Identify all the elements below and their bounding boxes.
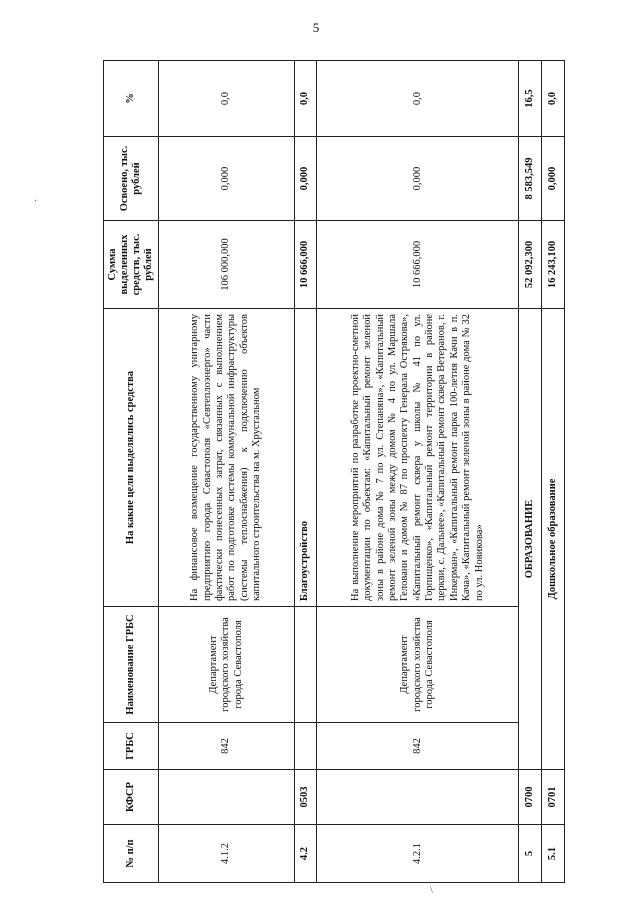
header-grbs-name: Наименование ГРБС [104, 607, 159, 723]
row-grbs-name [294, 607, 317, 723]
row-kfsr: 0503 [294, 770, 317, 825]
header-num: № п/п [104, 825, 159, 883]
row-spent: 0,000 [317, 137, 519, 221]
row-percent: 0,0 [542, 61, 565, 137]
row-percent: 0,0 [294, 61, 317, 137]
row-num: 5 [519, 825, 542, 883]
budget-table [103, 60, 565, 883]
row-grbs [294, 723, 317, 770]
row-num: 5.1 [542, 825, 565, 883]
header-grbs: ГРБС [104, 723, 159, 770]
row-kfsr [159, 770, 294, 825]
page-number: 5 [312, 20, 320, 35]
row-kfsr: 0700 [519, 770, 542, 825]
row-percent: 0,0 [317, 61, 519, 137]
row-purpose: ОБРАЗОВАНИЕ [519, 309, 542, 770]
budget-table-rotated [103, 61, 565, 883]
table-row [542, 61, 565, 883]
table-row [317, 61, 519, 883]
row-grbs: 842 [159, 723, 294, 770]
row-purpose: Благоустройство [294, 309, 317, 607]
header-row [104, 61, 159, 883]
row-allocated: 16 243,100 [542, 221, 565, 309]
row-kfsr: 0701 [542, 770, 565, 825]
scan-speck: · [34, 196, 38, 207]
row-percent: 0,0 [159, 61, 294, 137]
row-purpose: На выполнение мероприятий по разработке проектно-сметной документации по объектам: «Капитальный ремонт зеленой зоны в районе дома № 7 по ул. Степаняна», «Капитальный ремонт зеленой зоны между домом № 4 по ул. Маршала Геловани и домом № 87 по проспекту Генерала Острякова», «Капитальный ремонт сквера у школы № 41 по ул. Горпищенко», «Капитальный ремонт территории в районе церкви, с. Дальнее», «Капитальный ремонт сквера Ветеранов, г. Инкерман», «Капитальный ремонт парка 100-летия Качи в п. Кача», «Капитальный ремонт зеленой зоны в районе дома № 32 по ул. Новикова» [317, 309, 519, 607]
row-allocated: 10 666,000 [294, 221, 317, 309]
header-spent: Освоено, тыс. рублей [104, 137, 159, 221]
row-spent: 0,000 [294, 137, 317, 221]
row-grbs-name: Департамент городского хозяйства города Севастополя [317, 607, 519, 723]
row-kfsr [317, 770, 519, 825]
row-purpose: На финансовое возмещение государственному унитарному предприятию города Севастополя «Севтеплоэнерго» части фактически понесенных затрат, связанных с выполнением работ по подготовке системы коммунальной инфраструктуры (системы теплоснабжения) к подключению объектов капитального строительства на м. Хрустальном [159, 309, 294, 607]
row-percent: 16,5 [519, 61, 542, 137]
row-num: 4.2.1 [317, 825, 519, 883]
header-purpose: На какие цели выделялись средства [104, 309, 159, 607]
row-grbs-name: Департамент городского хозяйства города Севастополя [159, 607, 294, 723]
row-spent: 0,000 [159, 137, 294, 221]
row-allocated: 52 092,300 [519, 221, 542, 309]
table-row [519, 61, 542, 883]
row-spent: 8 583,549 [519, 137, 542, 221]
header-percent: % [104, 61, 159, 137]
row-allocated: 106 000,000 [159, 221, 294, 309]
table-row [159, 61, 294, 883]
header-kfsr: КФСР [104, 770, 159, 825]
header-allocated: Сумма выделенных средств, тыс. рублей [104, 221, 159, 309]
row-num: 4.2 [294, 825, 317, 883]
scan-speck: \ [430, 885, 433, 896]
table-row [294, 61, 317, 883]
row-num: 4.1.2 [159, 825, 294, 883]
row-allocated: 10 666,000 [317, 221, 519, 309]
row-grbs: 842 [317, 723, 519, 770]
row-purpose: Дошкольное образование [542, 309, 565, 770]
row-spent: 0,000 [542, 137, 565, 221]
